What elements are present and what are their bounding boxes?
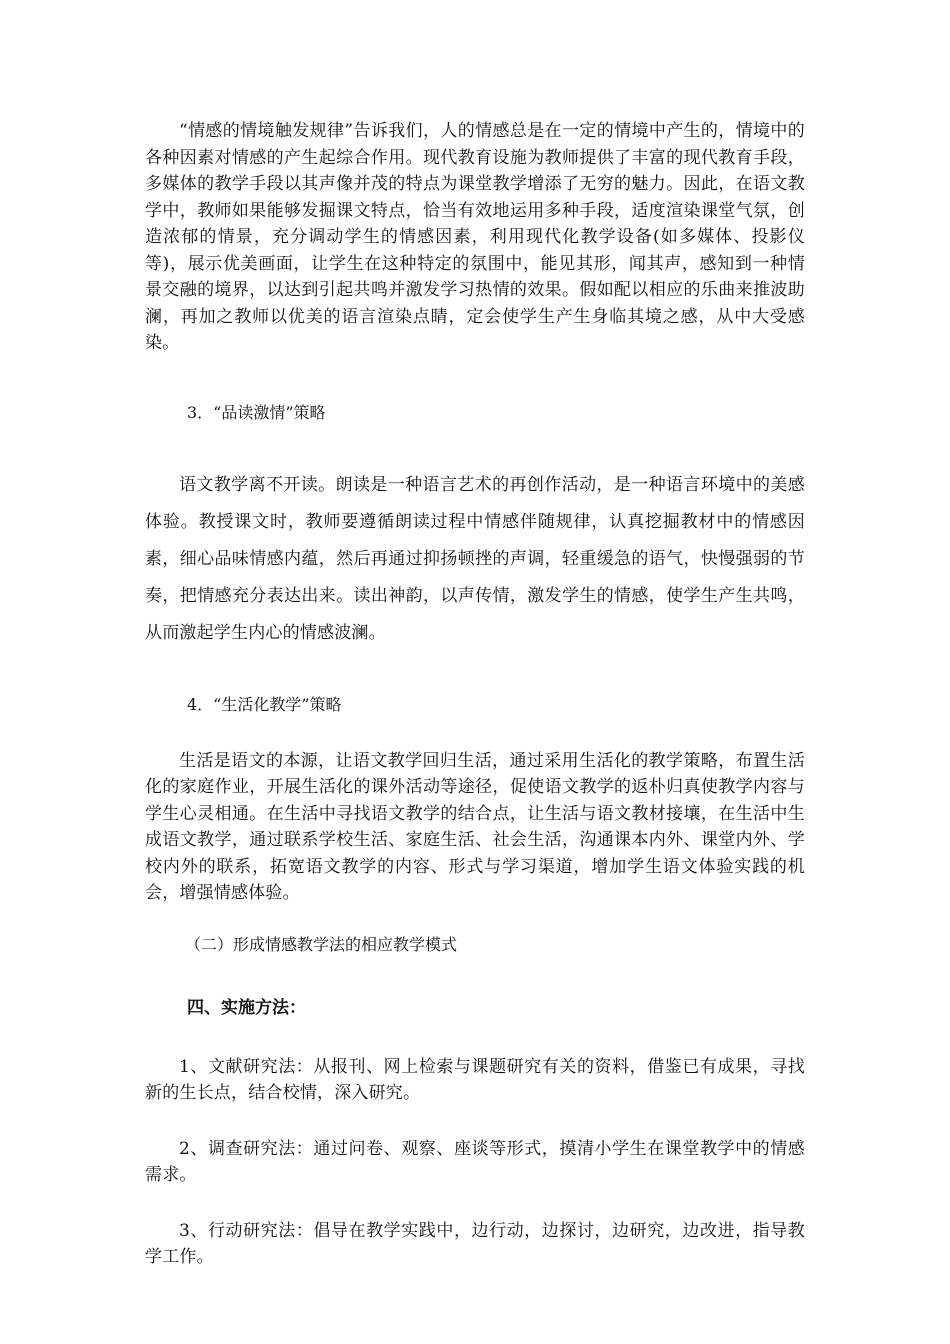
heading-strategy-4: 4．“生活化教学”策略 [187,694,342,714]
paragraph-life-teaching: 生活是语文的本源，让语文教学回归生活，通过采用生活化的教学策略，布置生活化的家庭作业，开展生活化的课外活动等途径，促使语文教学的返朴归真使教学内容与学生心灵相通。在生活中寻找语文教学的结合点，让生活与语文教材接壤，在生活中生成语文教学，通过联系学校生活、家庭生活、社会生活，沟通课本内外、课堂内外、学校内外的联系，拓宽语文教学的内容、形式与学习渠道，增加学生语文体验实践的机会，增强情感体验。 [145,750,805,903]
paragraph-reading-strategy: 语文教学离不开读。朗读是一种语言艺术的再创作活动，是一种语言环境中的美感体验。教授课文时，教师要遵循朗读过程中情感伴随规律，认真挖掘教材中的情感因素，细心品味情感内蕴，然后再通过抑扬顿挫的声调，轻重缓急的语气，快慢强弱的节奏，把情感充分表达出来。读出神韵，以声传情，激发学生的情感，使学生产生共鸣，从而激起学生内心的情感波澜。 [145,474,805,643]
heading-strategy-3: 3．“品读激情”策略 [187,402,326,422]
document-page [145,118,805,1271]
section-title-methods: 四、实施方法： [187,997,306,1018]
subheading-teaching-mode: （二）形成情感教学法的相应教学模式 [185,934,458,954]
method-action-research: 3、行动研究法：倡导在教学实践中，边行动，边探讨，边研究，边改进，指导教学工作。 [145,1220,805,1267]
method-literature-research: 1、文献研究法：从报刊、网上检索与课题研究有关的资料，借鉴已有成果，寻找新的生长点，结合校情，深入研究。 [145,1056,805,1103]
method-survey-research: 2、调查研究法：通过问卷、观察、座谈等形式，摸清小学生在课堂教学中的情感需求。 [145,1138,805,1185]
paragraph-situation-law: “情感的情境触发规律”告诉我们，人的情感总是在一定的情境中产生的，情境中的各种因素对情感的产生起综合作用。现代教育设施为教师提供了丰富的现代教育手段，多媒体的教学手段以其声像并茂的特点为课堂教学增添了无穷的魅力。因此，在语文教学中，教师如果能够发掘课文特点，恰当有效地运用多种手段，适度渲染课堂气氛，创造浓郁的情景，充分调动学生的情感因素，利用现代化教学设备(如多媒体、投影仪等)，展示优美画面，让学生在这种特定的氛围中，能见其形，闻其声，感知到一种情景交融的境界，以达到引起共鸣并激发学习热情的效果。假如配以相应的乐曲来推波助澜，再加之教师以优美的语言渲染点睛，定会使学生产生身临其境之感，从中大受感染。 [145,121,805,353]
